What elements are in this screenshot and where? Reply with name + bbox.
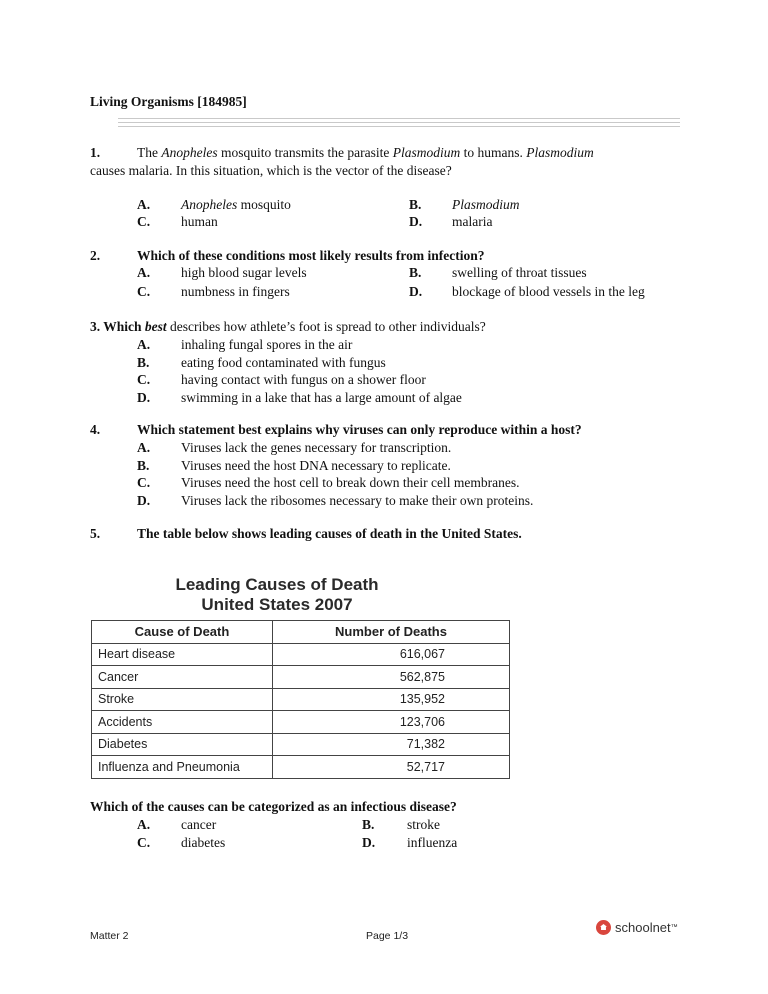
q5-option-a: cancer <box>181 817 217 832</box>
q1-line2: causes malaria. In this situation, which is the vector of the disease? <box>90 163 452 178</box>
cause-cell: Accidents <box>92 711 273 734</box>
table-subtitle: United States 2007 <box>201 595 353 614</box>
q1-option-c: human <box>181 214 218 229</box>
footer-page-number: Page 1/3 <box>366 930 409 942</box>
q5-question: The table below shows leading causes of death in the United States. <box>137 526 522 541</box>
deaths-cell: 562,875 <box>273 666 510 689</box>
causes-of-death-table <box>91 620 510 779</box>
q1-option-c-letter: C. <box>137 214 151 229</box>
q2-number: 2. <box>90 248 101 263</box>
q3-option-text: swimming in a lake that has a large amount of algae <box>181 389 462 405</box>
q3-option-text: having contact with fungus on a shower floor <box>181 372 426 387</box>
q4-option-letter: D. <box>137 492 151 508</box>
q2-option-a: high blood sugar levels <box>181 265 307 280</box>
q5-followup: Which of the causes can be categorized as an infectious disease? <box>90 799 457 814</box>
q4-option-letter: A. <box>137 440 151 455</box>
q4-option-letter: B. <box>137 457 150 473</box>
q2-option-c-letter: C. <box>137 284 151 299</box>
title-rule-top <box>118 118 680 119</box>
table-row <box>92 643 510 666</box>
q4-question: Which statement best explains why viruses can only reproduce within a host? <box>137 422 582 437</box>
q2-option-b-letter: B. <box>409 265 422 280</box>
q4-option-text: Viruses lack the genes necessary for transcription. <box>181 440 452 455</box>
q5-option-d: influenza <box>407 835 458 850</box>
table-row <box>92 733 510 756</box>
q2-question: Which of these conditions most likely results from infection? <box>137 248 485 263</box>
footer-left: Matter 2 <box>90 930 129 942</box>
q4-option-text: Viruses need the host DNA necessary to replicate. <box>181 457 451 473</box>
q4-option-text: Viruses lack the ribosomes necessary to make their own proteins. <box>181 492 534 508</box>
q3-option-letter: D. <box>137 389 151 405</box>
q3-option-letter: C. <box>137 372 151 387</box>
title-rule-middle <box>118 122 680 123</box>
deaths-cell: 616,067 <box>273 643 510 666</box>
q5-option-b: stroke <box>407 817 440 832</box>
q2-option-a-letter: A. <box>137 265 151 280</box>
q4-option-text: Viruses need the host cell to break down their cell membranes. <box>181 475 520 490</box>
deaths-cell: 52,717 <box>273 756 510 779</box>
q1-option-b: Plasmodium <box>452 197 520 212</box>
table-row <box>92 688 510 711</box>
q1-line1: The Anopheles mosquito transmits the parasite Plasmodium to humans. Plasmodium <box>137 145 594 160</box>
table-header-deaths: Number of Deaths <box>273 621 510 644</box>
q2-option-d-letter: D. <box>409 284 423 299</box>
table-row <box>92 666 510 689</box>
q5-option-b-letter: B. <box>362 817 375 832</box>
q1-option-b-letter: B. <box>409 197 422 212</box>
table-title: Leading Causes of Death <box>175 575 379 594</box>
q3-option-letter: A. <box>137 337 151 352</box>
q2-option-d: blockage of blood vessels in the leg <box>452 284 645 299</box>
cause-cell: Heart disease <box>92 643 273 666</box>
cause-cell: Influenza and Pneumonia <box>92 756 273 779</box>
q3-option-text: inhaling fungal spores in the air <box>181 337 353 352</box>
q1-option-a: Anopheles mosquito <box>181 197 291 212</box>
q4-number: 4. <box>90 422 101 437</box>
q1-option-d-letter: D. <box>409 214 423 229</box>
q5-option-c: diabetes <box>181 835 226 850</box>
deaths-cell: 71,382 <box>273 733 510 756</box>
q4-option-letter: C. <box>137 475 151 490</box>
q3-question: 3. Which best describes how athlete’s foot is spread to other individuals? <box>90 319 486 334</box>
q3-option-text: eating food contaminated with fungus <box>181 354 386 370</box>
q5-number: 5. <box>90 526 101 541</box>
page-title: Living Organisms [184985] <box>90 94 247 109</box>
table-row <box>92 756 510 779</box>
house-circle-icon <box>596 920 611 935</box>
deaths-cell: 135,952 <box>273 688 510 711</box>
q2-option-b: swelling of throat tissues <box>452 265 587 280</box>
cause-cell: Cancer <box>92 666 273 689</box>
table-header-row <box>92 621 510 644</box>
title-rule-bottom <box>118 126 680 127</box>
q1-option-d: malaria <box>452 214 493 229</box>
logo-text: schoolnet <box>615 920 671 935</box>
q5-option-a-letter: A. <box>137 817 151 832</box>
table-header-cause: Cause of Death <box>92 621 273 644</box>
q3-option-letter: B. <box>137 354 150 370</box>
cause-cell: Stroke <box>92 688 273 711</box>
q2-option-c: numbness in fingers <box>181 284 290 299</box>
q5-option-c-letter: C. <box>137 835 151 850</box>
schoolnet-logo <box>596 920 678 935</box>
q1-number: 1. <box>90 145 101 160</box>
deaths-cell: 123,706 <box>273 711 510 734</box>
q5-option-d-letter: D. <box>362 835 376 850</box>
q1-option-a-letter: A. <box>137 197 151 212</box>
logo-trademark: ™ <box>670 924 678 931</box>
cause-cell: Diabetes <box>92 733 273 756</box>
table-row <box>92 711 510 734</box>
